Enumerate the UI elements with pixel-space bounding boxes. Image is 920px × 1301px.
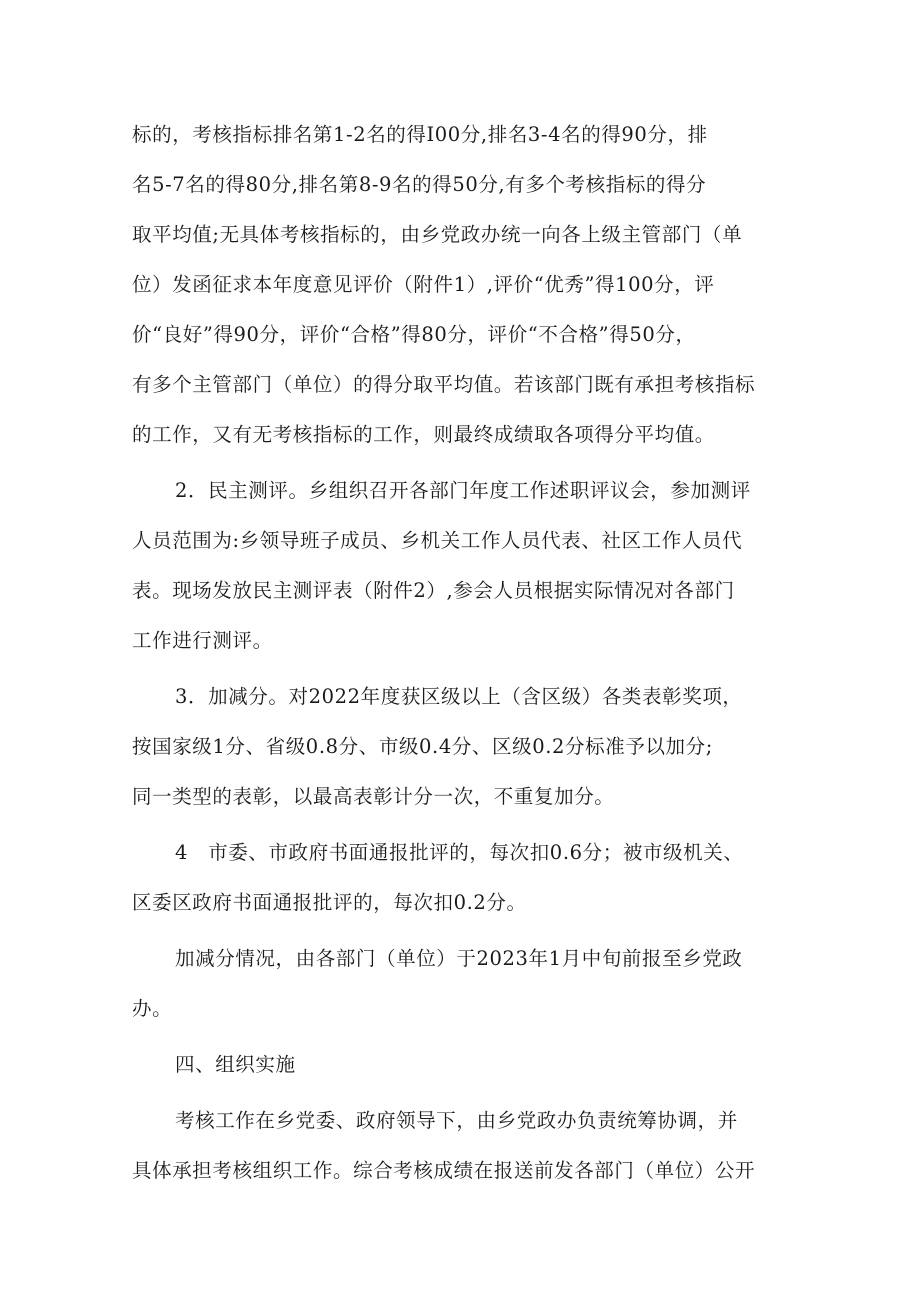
section-heading: 四、组织实施: [175, 1053, 296, 1076]
paragraph-line: 有多个主管部门（单位）的得分取平均值。若该部门既有承担考核指标: [132, 373, 756, 396]
paragraph-line: 价“良好”得90分，评价“合格”得80分，评价“不合格”得50分，: [132, 323, 696, 346]
paragraph-line: 办。: [132, 997, 173, 1020]
paragraph-line: 表。现场发放民主测评表（附件2）,参会人员根据实际情况对各部门: [132, 579, 735, 602]
paragraph-line: 考核工作在乡党委、政府领导下，由乡党政办负责统筹协调，并: [175, 1109, 738, 1132]
paragraph-line: 取平均值;无具体考核指标的，由乡党政办统一向各上级主管部门（单: [132, 223, 743, 246]
paragraph-line: 区委区政府书面通报批评的，每次扣0.2分。: [132, 891, 527, 914]
paragraph-line: 2．民主测评。乡组织召开各部门年度工作述职评议会，参加测评: [175, 479, 751, 502]
paragraph-line: 加减分情况，由各部门（单位）于2023年1月中旬前报至乡党政: [175, 947, 743, 970]
paragraph-line: 位）发函征求本年度意见评价（附件1）,评价“优秀”得100分，评: [132, 273, 715, 296]
paragraph-line: 同一类型的表彰，以最高表彰计分一次，不重复加分。: [132, 785, 615, 808]
paragraph-line: 人员范围为:乡领导班子成员、乡机关工作人员代表、社区工作人员代: [132, 529, 743, 552]
paragraph-line: 的工作，又有无考核指标的工作，则最终成绩取各项得分平均值。: [132, 423, 715, 446]
paragraph-line: 4 市委、市政府书面通报批评的，每次扣0.6分；被市级机关、: [175, 841, 744, 864]
paragraph-line: 标的，考核指标排名第1-2名的得I00分,排名3-4名的得90分，排: [132, 123, 708, 146]
paragraph-line: 具体承担考核组织工作。综合考核成绩在报送前发各部门（单位）公开: [132, 1159, 756, 1182]
paragraph-line: 3．加减分。对2022年度获区级以上（含区级）各类表彰奖项，: [175, 685, 743, 708]
paragraph-line: 工作进行测评。: [132, 629, 273, 652]
paragraph-line: 名5-7名的得80分,排名第8-9名的得50分,有多个考核指标的得分: [132, 173, 707, 196]
paragraph-line: 按国家级1分、省级0.8分、市级0.4分、区级0.2分标准予以加分;: [132, 735, 713, 758]
